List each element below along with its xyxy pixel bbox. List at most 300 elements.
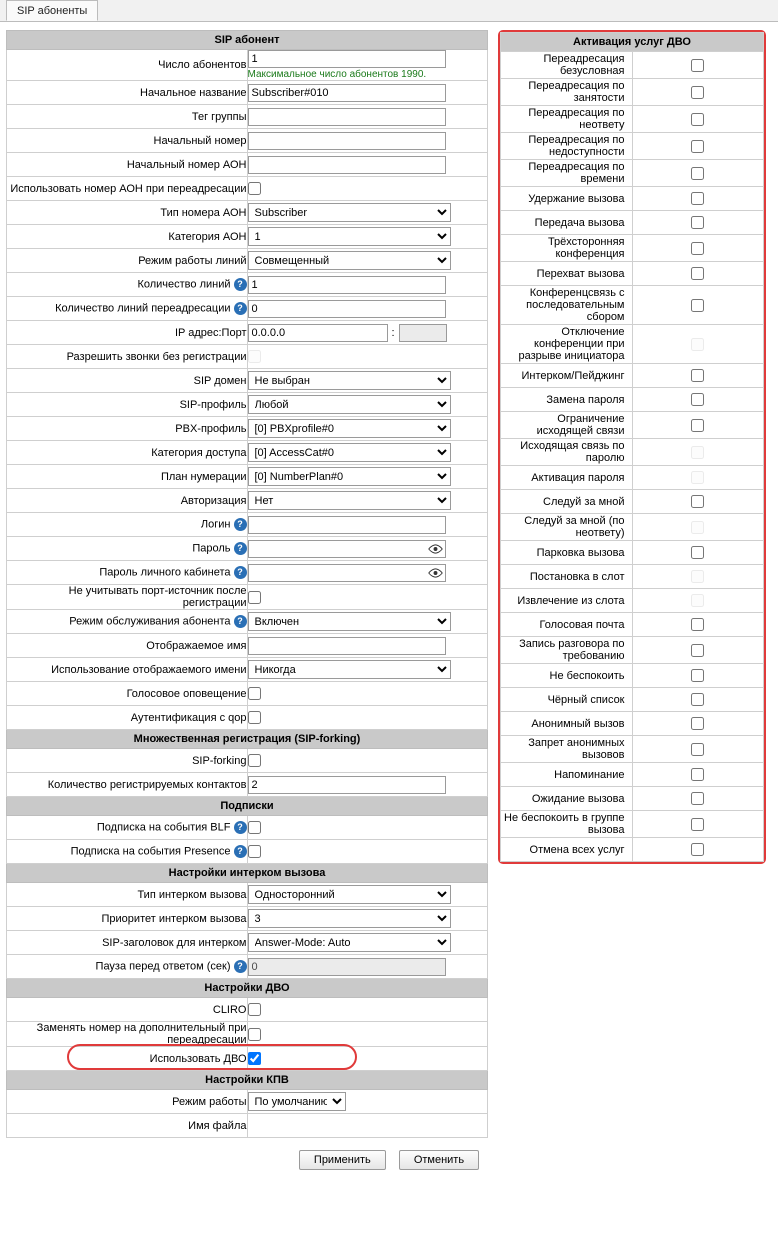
label-cliro: CLIRO [7,998,248,1022]
label-registered-contacts: Количество регистрируемых контактов [7,773,248,797]
row-lines-count [7,273,488,297]
allow-calls-no-reg-checkbox[interactable] [248,350,261,363]
row-allow-calls-no-reg [7,345,488,369]
row-ignore-src-port [7,585,488,610]
dvo-service-label: Конференцсвязь с последовательным сбором [501,286,633,325]
row-cabinet-password [7,561,488,585]
dvo-service-checkbox-cell [632,514,764,541]
row-initial-number [7,129,488,153]
dvo-service-label: Следуй за мной [501,490,633,514]
label-service-mode [7,610,248,634]
label-service-mode-text: Режим обслуживания абонента [69,615,231,628]
footer-buttons [0,1150,778,1184]
port-input[interactable] [399,324,447,342]
cell-answer-delay [247,955,488,979]
cell-presence-subscribe [247,840,488,864]
row-cliro [7,998,488,1022]
dvo-service-checkbox-cell [632,79,764,106]
sip-domain-select[interactable] [248,371,451,390]
cancel-button[interactable]: Отменить [399,1150,479,1170]
blf-subscribe-checkbox[interactable] [248,821,261,834]
label-initial-ani: Начальный номер АОН [7,153,248,177]
dvo-service-checkbox-cell [632,637,764,664]
help-icon[interactable]: ? [234,542,247,555]
dvo-service-label: Удержание вызова [501,187,633,211]
ani-number-type-select[interactable] [248,203,451,222]
initial-number-input[interactable] [248,132,446,150]
dvo-service-label: Переадресация по времени [501,160,633,187]
section-title-subscriptions: Подписки [7,797,488,816]
label-sip-forking: SIP-forking [7,749,248,773]
subscriber-count-input[interactable] [248,50,446,68]
label-ip-port: IP адрес:Порт [7,321,248,345]
dvo-service-checkbox-cell [632,286,764,325]
service-mode-select[interactable] [248,612,451,631]
dvo-service-row [501,160,764,187]
row-forward-lines-count [7,297,488,321]
dvo-service-label: Следуй за мной (по неответу) [501,514,633,541]
dvo-service-row [501,52,764,79]
row-pbx-profile [7,417,488,441]
dvo-service-checkbox[interactable] [691,338,704,351]
sip-subscriber-form [6,30,488,1138]
dvo-service-checkbox-cell [632,439,764,466]
dvo-service-label: Чёрный список [501,688,633,712]
row-sip-forking [7,749,488,773]
section-title-sip-subscriber: SIP абонент [7,31,488,50]
dvo-service-label: Ожидание вызова [501,787,633,811]
row-intercom-header [7,931,488,955]
cell-initial-name [247,81,488,105]
dvo-service-checkbox[interactable] [691,717,704,730]
cell-voice-notification [247,682,488,706]
dvo-service-label: Не беспокоить [501,664,633,688]
cell-blf-subscribe [247,816,488,840]
dvo-service-label: Активация пароля [501,466,633,490]
tab-bar [0,0,778,22]
row-subscriber-count [7,50,488,81]
row-ani-category [7,225,488,249]
dvo-service-row [501,763,764,787]
dvo-service-checkbox[interactable] [691,792,704,805]
show-password-icon[interactable] [428,566,443,580]
dvo-service-checkbox-cell [632,664,764,688]
show-password-icon[interactable] [428,542,443,556]
cell-lines-mode [247,249,488,273]
dvo-service-checkbox-cell [632,565,764,589]
row-presence-subscribe [7,840,488,864]
row-qop-auth [7,706,488,730]
help-icon[interactable]: ? [234,615,247,628]
dvo-service-checkbox[interactable] [691,594,704,607]
cell-ip-port [247,321,488,345]
ani-category-select[interactable] [248,227,451,246]
label-numbering-plan: План нумерации [7,465,248,489]
dvo-service-label: Переадресация безусловная [501,52,633,79]
cell-ani-category [247,225,488,249]
dvo-service-checkbox[interactable] [691,644,704,657]
dvo-service-label: Парковка вызова [501,541,633,565]
left-column [6,30,488,1138]
section-title-intercom: Настройки интерком вызова [7,864,488,883]
dvo-service-row [501,613,764,637]
login-input[interactable] [248,516,446,534]
dvo-service-label: Исходящая связь по паролю [501,439,633,466]
label-group-tag: Тег группы [7,105,248,129]
registered-contacts-input[interactable] [248,776,446,794]
ip-address-input[interactable] [248,324,388,342]
cell-qop-auth [247,706,488,730]
section-sip-subscriber [7,31,488,50]
label-use-dvo [7,1047,248,1071]
help-icon[interactable]: ? [234,845,247,858]
dvo-service-row [501,490,764,514]
row-blf-subscribe [7,816,488,840]
label-intercom-header: SIP-заголовок для интерком [7,931,248,955]
cell-login [247,513,488,537]
label-subscriber-count: Число абонентов [7,50,248,81]
section-dvo-activation [501,33,764,52]
dvo-service-checkbox-cell [632,211,764,235]
dvo-service-checkbox[interactable] [691,86,704,99]
dvo-service-label: Не беспокоить в группе вызова [501,811,633,838]
section-title-dvo: Настройки ДВО [7,979,488,998]
label-lines-count-text: Количество линий [137,278,231,291]
dvo-service-checkbox-cell [632,613,764,637]
dvo-service-row [501,79,764,106]
kpv-mode-select[interactable] [248,1092,346,1111]
dvo-service-label: Постановка в слот [501,565,633,589]
presence-subscribe-checkbox[interactable] [248,845,261,858]
dvo-service-checkbox[interactable] [691,843,704,856]
cell-intercom-header [247,931,488,955]
label-ignore-src-port: Не учитывать порт-источник после регистрации [7,585,248,610]
row-kpv-mode [7,1090,488,1114]
help-icon[interactable]: ? [234,278,247,291]
section-title-kpv: Настройки КПВ [7,1071,488,1090]
label-forward-lines-count-text: Количество линий переадресации [55,302,231,315]
label-use-dvo-text: Использовать ДВО [149,1052,247,1065]
answer-delay-input[interactable] [248,958,446,976]
help-icon[interactable]: ? [234,302,247,315]
dvo-service-checkbox[interactable] [691,167,704,180]
cell-authorization [247,489,488,513]
dvo-service-checkbox-cell [632,325,764,364]
label-display-name: Отображаемое имя [7,634,248,658]
dvo-service-checkbox[interactable] [691,113,704,126]
row-answer-delay [7,955,488,979]
dvo-service-label: Отмена всех услуг [501,838,633,862]
dvo-service-checkbox[interactable] [691,618,704,631]
subscriber-count-hint: Максимальное число абонентов 1990. [247,69,427,80]
sip-profile-select[interactable] [248,395,451,414]
cell-sip-profile [247,393,488,417]
row-authorization [7,489,488,513]
dvo-service-row [501,286,764,325]
label-intercom-priority: Приоритет интерком вызова [7,907,248,931]
dvo-service-checkbox-cell [632,688,764,712]
dvo-service-row [501,787,764,811]
dvo-service-checkbox-cell [632,187,764,211]
label-sip-profile: SIP-профиль [7,393,248,417]
dvo-service-checkbox[interactable] [691,267,704,280]
sip-forking-checkbox[interactable] [248,754,261,767]
dvo-service-checkbox-cell [632,466,764,490]
cell-subscriber-count [247,50,488,81]
dvo-service-checkbox[interactable] [691,471,704,484]
cabinet-password-input[interactable] [248,564,446,582]
cell-password [247,537,488,561]
dvo-service-checkbox-cell [632,52,764,79]
initial-name-input[interactable] [248,84,446,102]
label-ani-category: Категория АОН [7,225,248,249]
numbering-plan-select[interactable] [248,467,451,486]
dvo-service-label: Голосовая почта [501,613,633,637]
section-title-multi-reg: Множественная регистрация (SIP-forking) [7,730,488,749]
label-pbx-profile: PBX-профиль [7,417,248,441]
dvo-service-row [501,388,764,412]
group-tag-input[interactable] [248,108,446,126]
help-icon[interactable]: ? [234,821,247,834]
dvo-service-label: Переадресация по недоступности [501,133,633,160]
use-ani-on-forward-checkbox[interactable] [248,182,261,195]
dvo-service-checkbox[interactable] [691,768,704,781]
label-presence-subscribe [7,840,248,864]
display-name-usage-select[interactable] [248,660,451,679]
row-intercom-type [7,883,488,907]
cell-cabinet-password [247,561,488,585]
cell-sip-domain [247,369,488,393]
dvo-service-checkbox[interactable] [691,743,704,756]
dvo-service-checkbox[interactable] [691,521,704,534]
dvo-service-checkbox[interactable] [691,59,704,72]
dvo-service-checkbox[interactable] [691,495,704,508]
dvo-service-checkbox[interactable] [691,192,704,205]
dvo-service-label: Запись разговора по требованию [501,637,633,664]
dvo-service-row [501,412,764,439]
row-display-name-usage [7,658,488,682]
dvo-service-checkbox-cell [632,262,764,286]
row-group-tag [7,105,488,129]
cell-replace-number-on-forward [247,1022,488,1047]
cell-intercom-priority [247,907,488,931]
password-input[interactable] [248,540,446,558]
qop-auth-checkbox[interactable] [248,711,261,724]
row-voice-notification [7,682,488,706]
row-kpv-filename [7,1114,488,1138]
ip-port-separator: : [391,326,395,339]
row-initial-name [7,81,488,105]
authorization-select[interactable] [248,491,451,510]
cell-display-name [247,634,488,658]
cell-pbx-profile [247,417,488,441]
pbx-profile-select[interactable] [248,419,451,438]
row-access-category [7,441,488,465]
label-answer-delay-text: Пауза перед ответом (сек) [95,960,231,973]
display-name-input[interactable] [248,637,446,655]
cell-ignore-src-port [247,585,488,610]
cell-forward-lines-count [247,297,488,321]
label-kpv-mode: Режим работы [7,1090,248,1114]
dvo-service-checkbox[interactable] [691,570,704,583]
dvo-service-checkbox[interactable] [691,216,704,229]
row-service-mode [7,610,488,634]
dvo-service-checkbox-cell [632,388,764,412]
lines-mode-select[interactable] [248,251,451,270]
dvo-service-row [501,235,764,262]
dvo-service-row [501,664,764,688]
row-use-ani-on-forward [7,177,488,201]
cell-lines-count [247,273,488,297]
label-presence-subscribe-text: Подписка на события Presence [70,845,231,858]
row-initial-ani [7,153,488,177]
cell-cliro [247,998,488,1022]
label-password-text: Пароль [192,542,231,555]
dvo-service-row [501,514,764,541]
section-multi-reg [7,730,488,749]
dvo-service-row [501,364,764,388]
ignore-src-port-checkbox[interactable] [248,591,261,604]
dvo-service-row [501,811,764,838]
cabinet-password-wrap [248,564,446,582]
dvo-service-label: Интерком/Пейджинг [501,364,633,388]
label-blf-subscribe-text: Подписка на события BLF [96,821,231,834]
section-dvo [7,979,488,998]
forward-lines-count-input[interactable] [248,300,446,318]
label-lines-mode: Режим работы линий [7,249,248,273]
label-initial-number: Начальный номер [7,129,248,153]
dvo-service-checkbox[interactable] [691,299,704,312]
dvo-service-checkbox-cell [632,160,764,187]
dvo-service-row [501,838,764,862]
label-use-ani-on-forward: Использовать номер АОН при переадресации [7,177,248,201]
intercom-type-select[interactable] [248,885,451,904]
intercom-header-select[interactable] [248,933,451,952]
dvo-service-checkbox[interactable] [691,669,704,682]
label-qop-auth: Аутентификация с qop [7,706,248,730]
dvo-service-checkbox[interactable] [691,446,704,459]
row-intercom-priority [7,907,488,931]
cell-service-mode [247,610,488,634]
dvo-service-label: Ограничение исходящей связи [501,412,633,439]
dvo-service-label: Передача вызова [501,211,633,235]
label-forward-lines-count [7,297,248,321]
label-voice-notification: Голосовое оповещение [7,682,248,706]
row-sip-domain [7,369,488,393]
dvo-service-checkbox-cell [632,589,764,613]
cell-use-ani-on-forward [247,177,488,201]
dvo-service-label: Замена пароля [501,388,633,412]
help-icon[interactable]: ? [234,960,247,973]
label-login-text: Логин [200,518,231,531]
dvo-service-checkbox-cell [632,712,764,736]
initial-ani-input[interactable] [248,156,446,174]
dvo-service-label: Анонимный вызов [501,712,633,736]
label-intercom-type: Тип интерком вызова [7,883,248,907]
dvo-service-checkbox[interactable] [691,242,704,255]
dvo-service-checkbox[interactable] [691,140,704,153]
label-replace-number-on-forward: Заменять номер на дополнительный при переадресации [7,1022,248,1047]
row-lines-mode [7,249,488,273]
cell-group-tag [247,105,488,129]
row-replace-number-on-forward [7,1022,488,1047]
label-ani-number-type: Тип номера АОН [7,201,248,225]
main-columns [0,22,778,1138]
cell-allow-calls-no-reg [247,345,488,369]
dvo-service-row [501,712,764,736]
dvo-service-checkbox[interactable] [691,818,704,831]
cell-numbering-plan [247,465,488,489]
row-login [7,513,488,537]
dvo-service-label: Напоминание [501,763,633,787]
dvo-service-checkbox-cell [632,412,764,439]
label-cabinet-password [7,561,248,585]
row-numbering-plan [7,465,488,489]
dvo-service-checkbox-cell [632,235,764,262]
replace-number-on-forward-checkbox[interactable] [248,1028,261,1041]
dvo-service-checkbox[interactable] [691,369,704,382]
row-registered-contacts [7,773,488,797]
dvo-service-checkbox-cell [632,763,764,787]
dvo-service-checkbox-cell [632,787,764,811]
dvo-service-row [501,565,764,589]
label-blf-subscribe [7,816,248,840]
label-answer-delay [7,955,248,979]
label-cabinet-password-text: Пароль личного кабинета [99,566,231,579]
cliro-checkbox[interactable] [248,1003,261,1016]
access-category-select[interactable] [248,443,451,462]
apply-button[interactable]: Применить [299,1150,386,1170]
help-icon[interactable]: ? [234,566,247,579]
cell-initial-number [247,129,488,153]
dvo-service-label: Перехват вызова [501,262,633,286]
voice-notification-checkbox[interactable] [248,687,261,700]
dvo-service-checkbox-cell [632,364,764,388]
cell-display-name-usage [247,658,488,682]
dvo-service-checkbox[interactable] [691,693,704,706]
dvo-service-checkbox[interactable] [691,419,704,432]
dvo-service-checkbox-cell [632,541,764,565]
dvo-service-row [501,637,764,664]
cell-use-dvo [247,1047,488,1071]
dvo-service-label: Отключение конференции при разрыве инициатора [501,325,633,364]
dvo-service-label: Переадресация по неответу [501,106,633,133]
use-dvo-checkbox[interactable] [248,1052,261,1065]
intercom-priority-select[interactable] [248,909,451,928]
row-ani-number-type [7,201,488,225]
dvo-service-row [501,688,764,712]
cell-kpv-mode [247,1090,488,1114]
label-login [7,513,248,537]
dvo-service-checkbox[interactable] [691,546,704,559]
cell-registered-contacts [247,773,488,797]
dvo-service-checkbox-cell [632,736,764,763]
dvo-service-label: Переадресация по занятости [501,79,633,106]
row-display-name [7,634,488,658]
cell-access-category [247,441,488,465]
row-use-dvo [7,1047,488,1071]
dvo-service-checkbox-cell [632,490,764,514]
cell-intercom-type [247,883,488,907]
dvo-service-row [501,589,764,613]
lines-count-input[interactable] [248,276,446,294]
dvo-service-row [501,466,764,490]
dvo-service-checkbox[interactable] [691,393,704,406]
tab-sip-subscribers[interactable]: SIP абоненты [6,0,98,21]
help-icon[interactable]: ? [234,518,247,531]
dvo-services-table [500,32,764,862]
dvo-service-checkbox-cell [632,106,764,133]
